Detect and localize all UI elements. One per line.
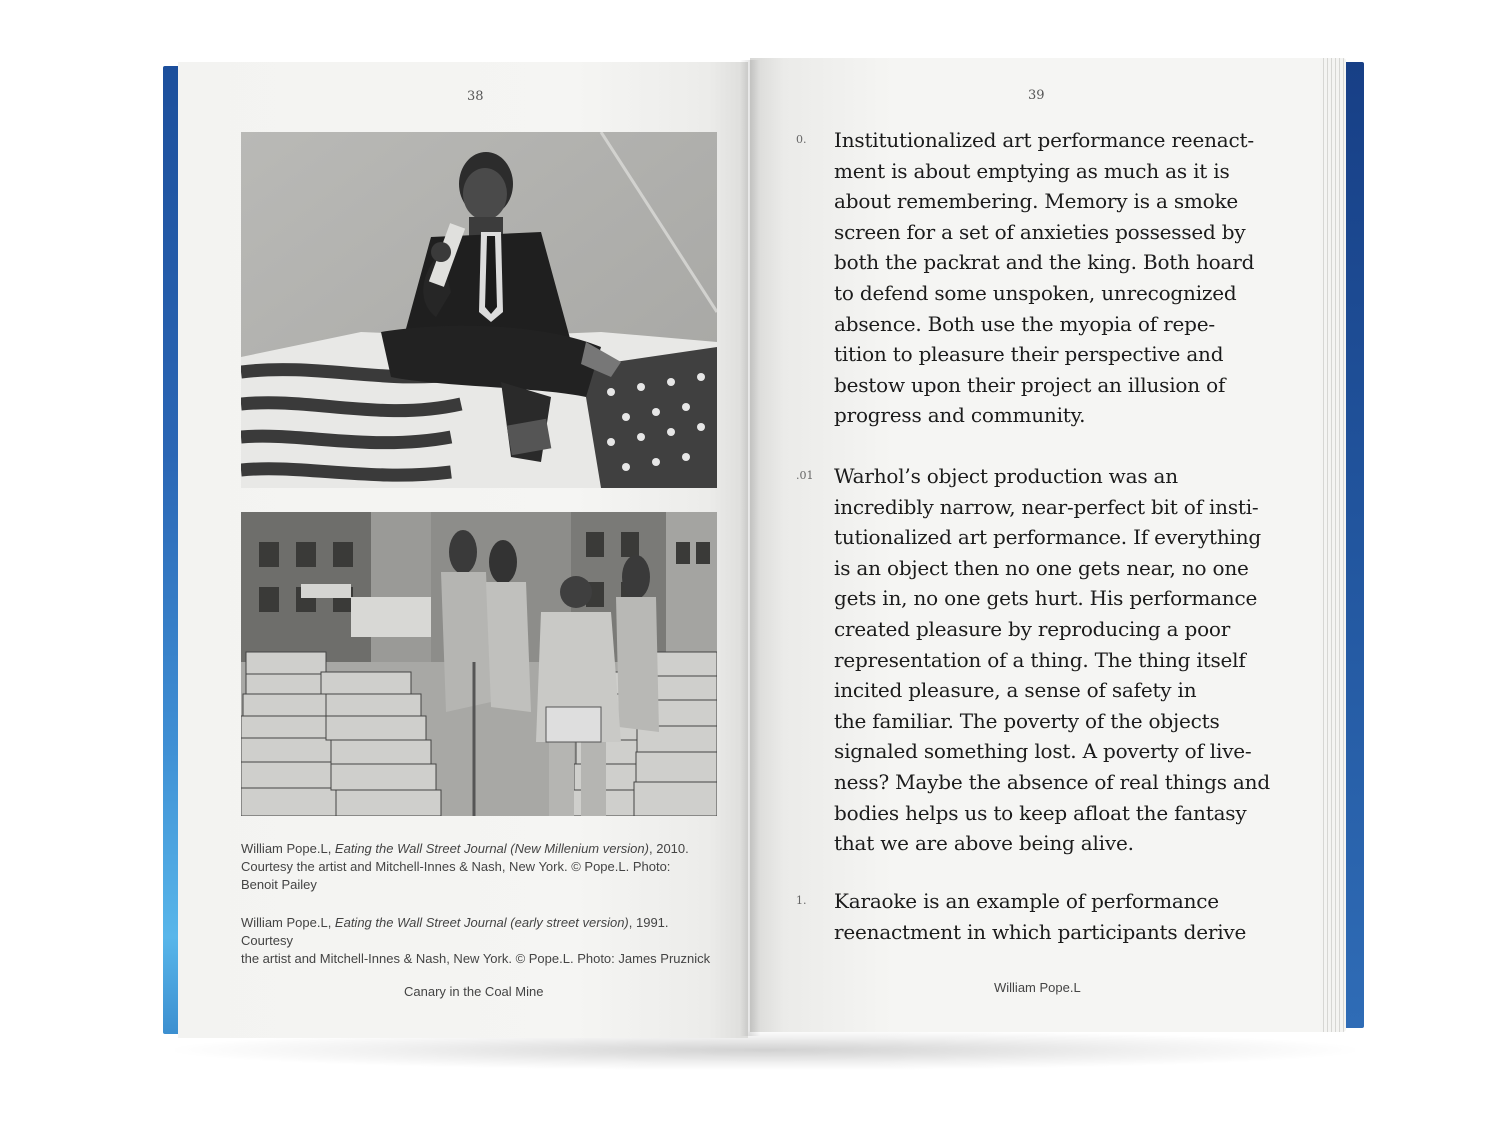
right-page-running-footer: William Pope.L: [994, 980, 1081, 995]
paragraph-line: bestow upon their project an illusion of: [834, 372, 1226, 397]
paragraph-line: tutionalized art performance. If everything: [834, 525, 1262, 550]
caption-1-line-3: Benoit Pailey: [241, 877, 317, 892]
caption-2-title: Eating the Wall Street Journal (early street version): [334, 915, 629, 930]
caption-1-artist: William Pope.L,: [241, 841, 335, 856]
photo-eating-wsj-2010: [241, 132, 717, 488]
caption-1-year: , 2010.: [648, 841, 689, 856]
caption-1-title: Eating the Wall Street Journal (New Millenium version): [334, 841, 649, 856]
paragraph-line: signaled something lost. A poverty of live-: [834, 739, 1252, 764]
paragraph-line: incredibly narrow, near-perfect bit of insti-: [834, 494, 1259, 519]
caption-2-artist: William Pope.L,: [241, 915, 335, 930]
left-page-number: 38: [467, 89, 484, 104]
paragraph-01-number: .01: [796, 469, 814, 482]
paragraph-0: [796, 125, 1294, 431]
paragraph-line: screen for a set of anxieties possessed by: [834, 219, 1246, 244]
paragraph-1-number: 1.: [796, 894, 807, 907]
paragraph-line: about remembering. Memory is a smoke: [834, 189, 1239, 214]
paragraph-line: is an object then no one gets near, no one: [834, 555, 1249, 580]
left-page-running-footer: Canary in the Coal Mine: [404, 984, 544, 999]
caption-1-line-2: Courtesy the artist and Mitchell-Innes & Nash, New York. © Pope.L. Photo:: [241, 859, 671, 874]
paragraph-1: [796, 886, 1294, 947]
paragraph-line: both the packrat and the king. Both hoard: [834, 250, 1255, 275]
caption-2-year: , 1991. Courtesy: [241, 915, 669, 948]
paragraph-line: reenactment in which participants derive: [834, 919, 1247, 944]
caption-photo-2: [241, 914, 721, 968]
caption-2-line-1: [241, 914, 721, 950]
paragraph-line: to defend some unspoken, unrecognized: [834, 280, 1237, 305]
paragraph-line: the familiar. The poverty of the objects: [834, 708, 1220, 733]
paragraph-line: progress and community.: [834, 403, 1086, 428]
caption-2-line-2: the artist and Mitchell-Innes & Nash, New York. © Pope.L. Photo: James Pruznick: [241, 951, 711, 966]
paragraph-line: that we are above being alive.: [834, 831, 1134, 856]
paragraph-01: [796, 461, 1294, 859]
book-gutter: [740, 60, 760, 1036]
page-stack-edges: [1316, 58, 1346, 1032]
paragraph-line: tition to pleasure their perspective and: [834, 342, 1224, 367]
photo-eating-wsj-1991: [241, 512, 717, 816]
caption-1-line-1: [241, 840, 721, 858]
paragraph-line: Karaoke is an example of performance: [834, 889, 1219, 913]
paragraph-line: ment is about emptying as much as it is: [834, 158, 1230, 183]
paragraph-line: Warhol’s object production was an: [834, 464, 1178, 488]
paragraph-line: Institutionalized art performance reenact-: [834, 128, 1254, 152]
paragraph-line: gets in, no one gets hurt. His performance: [834, 586, 1258, 611]
paragraph-line: created pleasure by reproducing a poor: [834, 616, 1231, 641]
paragraph-0-number: 0.: [796, 133, 807, 146]
paragraph-line: ness? Maybe the absence of real things and: [834, 769, 1270, 794]
paragraph-line: representation of a thing. The thing itself: [834, 647, 1246, 672]
paragraph-line: absence. Both use the myopia of repe-: [834, 311, 1215, 336]
caption-photo-1: [241, 840, 721, 894]
paragraph-line: bodies helps us to keep afloat the fantasy: [834, 800, 1247, 825]
right-page-number: 39: [1028, 88, 1045, 103]
paragraph-line: incited pleasure, a sense of safety in: [834, 678, 1197, 703]
